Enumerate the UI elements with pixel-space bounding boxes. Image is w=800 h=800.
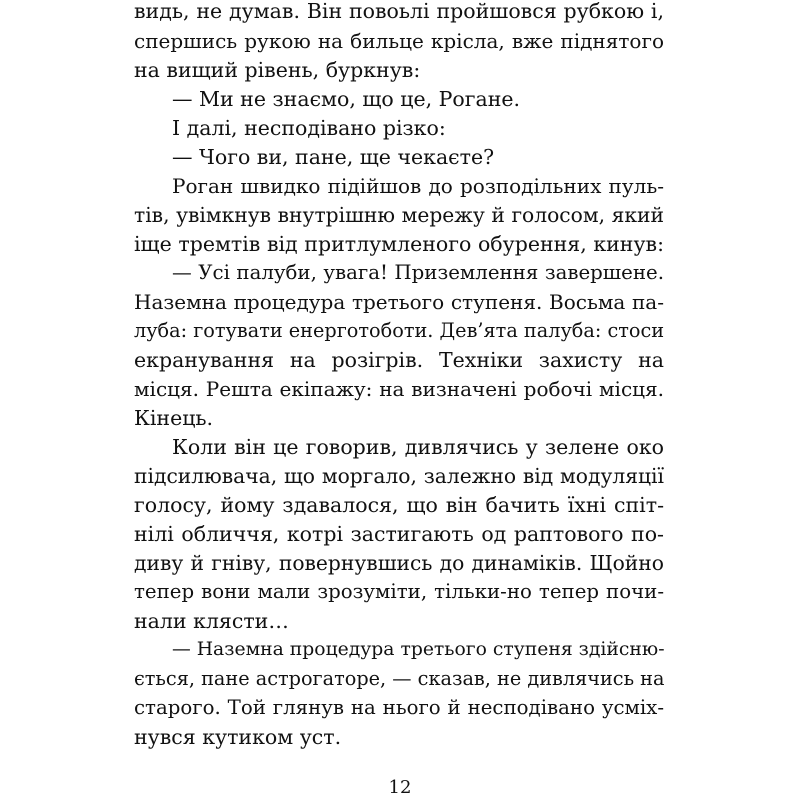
text-line: видь, не думав. Він повоьлі пройшовся рубкою і,	[134, 0, 664, 23]
text-line: іще тремтів від притлумленого обурення, кинув:	[134, 232, 664, 256]
text-line: екранування на розігрів. Техніки захисту на	[134, 348, 664, 372]
text-line: — Усі палуби, увага! Приземлення завершене.	[172, 261, 664, 284]
text-line: Кінець.	[134, 406, 214, 430]
text-line: Роган швидко підійшов до розподільних пуль-	[172, 174, 664, 198]
text-line: — Наземна процедура третього ступеня здійсню-	[172, 639, 665, 660]
text-line: тепер вони мали зрозуміти, тільки-но тепер почи-	[134, 580, 664, 603]
text-line: — Ми не знаємо, що це, Рогане.	[172, 87, 521, 111]
text-line: на вищий рівень, буркнув:	[134, 58, 421, 82]
text-line: тів, увімкнув внутрішню мережу й голосом, який	[134, 203, 664, 227]
text-line: ється, пане астрогаторе, — сказав, не дивлячись на	[134, 667, 665, 690]
text-line: — Чого ви, пане, ще чекаєте?	[172, 145, 495, 169]
page-number: 12	[388, 777, 412, 798]
text-line: Наземна процедура третього ступеня. Восьма па-	[134, 290, 664, 314]
text-line: нілі обличчя, котрі застигають од раптового по-	[134, 522, 664, 546]
text-line: підсилювача, що моргало, залежно від модуляції	[134, 464, 664, 488]
text-line: Коли він це говорив, дивлячись у зелене око	[172, 435, 664, 459]
text-line: диву й гніву, повернувшись до динаміків. Щойно	[134, 551, 664, 575]
text-line: нувся кутиком уст.	[134, 725, 342, 749]
text-line: голосу, йому здавалося, що він бачить їхні спіт-	[134, 493, 664, 517]
text-line: нали клясти…	[134, 609, 289, 633]
text-line: спершись рукою на бильце крісла, вже піднятого	[134, 29, 664, 53]
text-line: місця. Решта екіпажу: на визначені робочі місця.	[134, 377, 664, 401]
text-line: І далі, несподівано різко:	[172, 116, 446, 140]
text-line: луба: готувати енерготоботи. Дев’ята палуба: стоси	[134, 319, 665, 342]
text-line: старого. Той глянув на нього й несподівано усміх-	[134, 696, 664, 719]
